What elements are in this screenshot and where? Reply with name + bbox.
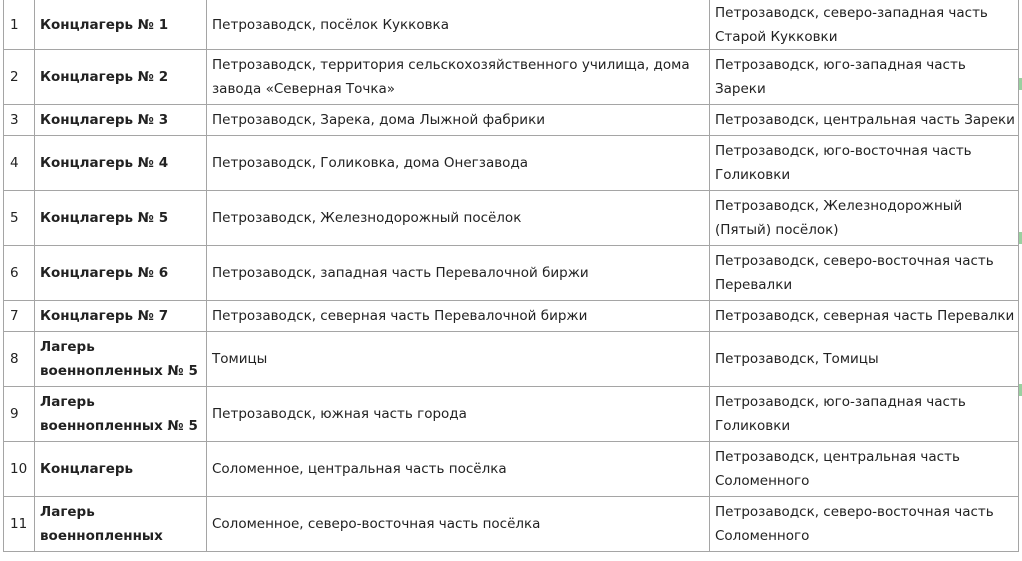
camp-location: Петрозаводск, южная часть города <box>207 387 710 442</box>
table-row <box>4 332 1019 387</box>
camp-name: Концлагерь № 5 <box>35 191 207 246</box>
modern-location: Петрозаводск, Железнодорожный (Пятый) посёлок) <box>710 191 1019 246</box>
table-row <box>4 301 1019 332</box>
modern-location: Петрозаводск, центральная часть Соломенного <box>710 442 1019 497</box>
row-number: 6 <box>4 246 35 301</box>
modern-location: Петрозаводск, северо-западная часть Старой Кукковки <box>710 0 1019 50</box>
row-number: 5 <box>4 191 35 246</box>
camp-name: Концлагерь № 2 <box>35 50 207 105</box>
camp-location: Томицы <box>207 332 710 387</box>
row-number: 9 <box>4 387 35 442</box>
table-row <box>4 497 1019 552</box>
camp-location: Петрозаводск, Голиковка, дома Онегзавода <box>207 136 710 191</box>
modern-location: Петрозаводск, юго-западная часть Голиковки <box>710 387 1019 442</box>
modern-location: Петрозаводск, центральная часть Зареки <box>710 105 1019 136</box>
camp-location: Петрозаводск, территория сельскохозяйственного училища, дома завода «Северная Точка» <box>207 50 710 105</box>
camp-name: Лагерь военнопленных № 5 <box>35 332 207 387</box>
table-row <box>4 246 1019 301</box>
camp-name: Лагерь военнопленных № 5 <box>35 387 207 442</box>
row-number: 3 <box>4 105 35 136</box>
camp-location: Петрозаводск, Зарека, дома Лыжной фабрики <box>207 105 710 136</box>
camp-name: Лагерь военнопленных <box>35 497 207 552</box>
row-number: 8 <box>4 332 35 387</box>
camps-table <box>3 0 1019 552</box>
table-row <box>4 442 1019 497</box>
camp-location: Петрозаводск, Железнодорожный посёлок <box>207 191 710 246</box>
camp-name: Концлагерь № 7 <box>35 301 207 332</box>
row-number: 7 <box>4 301 35 332</box>
modern-location: Петрозаводск, северная часть Перевалки <box>710 301 1019 332</box>
camp-name: Концлагерь № 4 <box>35 136 207 191</box>
camp-name: Концлагерь <box>35 442 207 497</box>
modern-location: Петрозаводск, Томицы <box>710 332 1019 387</box>
camp-location: Петрозаводск, северная часть Перевалочной биржи <box>207 301 710 332</box>
table-row <box>4 50 1019 105</box>
camp-location: Петрозаводск, посёлок Кукковка <box>207 0 710 50</box>
modern-location: Петрозаводск, северо-восточная часть Перевалки <box>710 246 1019 301</box>
table-row <box>4 191 1019 246</box>
modern-location: Петрозаводск, северо-восточная часть Соломенного <box>710 497 1019 552</box>
camp-location: Петрозаводск, западная часть Перевалочной биржи <box>207 246 710 301</box>
row-number: 4 <box>4 136 35 191</box>
camp-name: Концлагерь № 6 <box>35 246 207 301</box>
table-row <box>4 136 1019 191</box>
camp-name: Концлагерь № 1 <box>35 0 207 50</box>
row-number: 10 <box>4 442 35 497</box>
table-row <box>4 105 1019 136</box>
camp-location: Соломенное, северо-восточная часть посёлка <box>207 497 710 552</box>
table-row <box>4 0 1019 50</box>
camp-location: Соломенное, центральная часть посёлка <box>207 442 710 497</box>
row-number: 2 <box>4 50 35 105</box>
table-row <box>4 387 1019 442</box>
row-number: 11 <box>4 497 35 552</box>
modern-location: Петрозаводск, юго-западная часть Зареки <box>710 50 1019 105</box>
modern-location: Петрозаводск, юго-восточная часть Голиковки <box>710 136 1019 191</box>
row-number: 1 <box>4 0 35 50</box>
camp-name: Концлагерь № 3 <box>35 105 207 136</box>
